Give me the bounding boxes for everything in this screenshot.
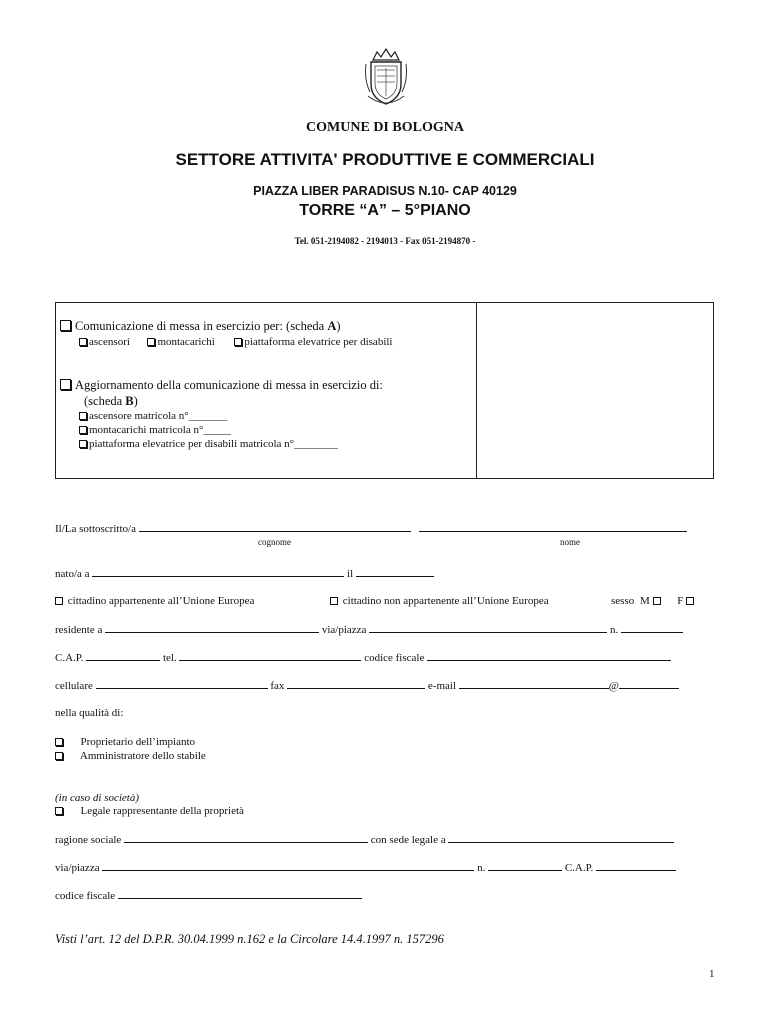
cittadino-non-ue [330, 595, 549, 607]
options-divider [476, 303, 477, 478]
b-piattaforma-checkbox[interactable] [79, 440, 87, 448]
montacarichi-checkbox[interactable] [147, 338, 155, 346]
cognome-field[interactable] [139, 522, 411, 532]
montacarichi-label: montacarichi [157, 336, 215, 348]
option-a-checkbox[interactable] [60, 320, 71, 331]
address-line: PIAZZA LIBER PARADISUS N.10- CAP 40129 [253, 184, 517, 198]
codice-fiscale2-label: codice fiscale [55, 890, 116, 902]
nato-label: nato/a a [55, 568, 90, 580]
ragione-row [55, 833, 674, 846]
option-b-title: Aggiornamento della comunicazione di messa in esercizio di: [75, 378, 383, 392]
b-ascensore-checkbox[interactable] [79, 412, 87, 420]
option-b-tag: B [125, 394, 134, 408]
legale-label: Legale rappresentante della proprietà [80, 805, 244, 817]
b-piattaforma-label: piattaforma elevatrice per disabili matricola n°________ [89, 438, 339, 450]
residente-field[interactable] [105, 623, 319, 633]
fax-field[interactable] [287, 679, 425, 689]
cap2-label: C.A.P. [564, 862, 594, 874]
codice-fiscale-label: codice fiscale [364, 652, 425, 664]
cap-label: C.A.P. [55, 652, 84, 664]
b-montacarichi-checkbox[interactable] [79, 426, 87, 434]
il-label: il [347, 568, 354, 580]
codice-fiscale2-row [55, 889, 362, 902]
nato-row [55, 567, 434, 580]
option-b-line [60, 378, 383, 393]
sede-legale-label: con sede legale a [370, 834, 446, 846]
cap-row [55, 651, 671, 664]
proprietario-option [55, 736, 195, 748]
cellulare-field[interactable] [96, 679, 268, 689]
contacts-line: Tel. 051-2194082 - 2194013 - Fax 051-2194870 - [294, 236, 476, 246]
via-label: via/piazza [321, 624, 367, 636]
residente-label: residente a [55, 624, 103, 636]
b-item-ascensore [79, 410, 227, 422]
option-a-close: ) [336, 319, 341, 333]
nome-field[interactable] [419, 522, 687, 532]
cittadino-non-ue-label: cittadino non appartenente all’Unione Europea [342, 595, 549, 607]
b-item-montacarichi [79, 424, 231, 436]
cognome-caption: cognome [258, 537, 291, 547]
via2-row [55, 861, 676, 874]
codice-fiscale2-field[interactable] [118, 889, 362, 899]
piattaforma-label: piattaforma elevatrice per disabili [244, 336, 393, 348]
option-a-title: Comunicazione di messa in esercizio per: (scheda [75, 319, 328, 333]
numero-label: n. [609, 624, 619, 636]
legale-checkbox[interactable] [55, 807, 63, 815]
via2-label: via/piazza [55, 862, 100, 874]
ascensori-label: ascensori [89, 336, 130, 348]
fax-label: fax [270, 680, 285, 692]
sesso-label: sesso [611, 595, 635, 607]
sesso-m-checkbox[interactable] [653, 597, 661, 605]
cittadino-ue-checkbox[interactable] [55, 597, 63, 605]
numero2-label: n. [477, 862, 486, 874]
amministratore-checkbox[interactable] [55, 752, 63, 760]
option-b-scheda-open: (scheda [84, 394, 126, 408]
il-field[interactable] [356, 567, 434, 577]
comune-title: COMUNE DI BOLOGNA [306, 120, 464, 135]
cittadino-ue-label: cittadino appartenente all’Unione Europea [67, 595, 255, 607]
ascensori-checkbox[interactable] [79, 338, 87, 346]
b-montacarichi-label: montacarichi matricola n°_____ [89, 424, 231, 436]
page-number: 1 [709, 968, 715, 980]
option-b-scheda [84, 394, 138, 409]
cellulare-label: cellulare [55, 680, 93, 692]
b-ascensore-label: ascensore matricola n°_______ [89, 410, 228, 422]
torre-line: TORRE “A” – 5°PIANO [299, 202, 471, 219]
proprietario-label: Proprietario dell’impianto [80, 736, 196, 748]
email-user-field[interactable] [459, 679, 609, 689]
proprietario-checkbox[interactable] [55, 738, 63, 746]
tel-field[interactable] [179, 651, 361, 661]
option-a-line [60, 319, 341, 334]
sesso-f-checkbox[interactable] [686, 597, 694, 605]
option-b-checkbox[interactable] [60, 379, 71, 390]
sesso-f-label: F [677, 595, 684, 607]
sottoscritto-label: Il/La sottoscritto/a [55, 523, 136, 535]
qualita-label: nella qualità di: [55, 707, 124, 719]
residente-row [55, 623, 683, 636]
b-item-piattaforma [79, 438, 338, 450]
cittadino-non-ue-checkbox[interactable] [330, 597, 338, 605]
visti-line: Visti l’art. 12 del D.P.R. 30.04.1999 n.162 e la Circolare 14.4.1997 n. 157296 [55, 932, 444, 946]
email-label: e-mail [427, 680, 457, 692]
coat-of-arms-logo [363, 46, 409, 108]
via2-field[interactable] [102, 861, 474, 871]
tel-label: tel. [162, 652, 177, 664]
amministratore-option [55, 750, 206, 762]
email-at: @ [608, 680, 619, 692]
amministratore-label: Amministratore dello stabile [79, 750, 206, 762]
sede-legale-field[interactable] [448, 833, 674, 843]
legale-option [55, 805, 244, 817]
option-a-tag: A [327, 319, 337, 333]
option-a-items [79, 336, 392, 348]
numero2-field[interactable] [488, 861, 562, 871]
nome-caption: nome [560, 537, 580, 547]
cittadino-ue [55, 595, 254, 607]
in-caso-societa: (in caso di società) [55, 792, 140, 804]
sesso-m-label: M [639, 595, 650, 607]
sottoscritto-row [55, 522, 687, 535]
numero-field[interactable] [621, 623, 683, 633]
sesso-row [611, 595, 696, 607]
email-domain-field[interactable] [619, 679, 679, 689]
cap2-field[interactable] [596, 861, 676, 871]
option-b-close: ) [133, 394, 138, 408]
ragione-sociale-label: ragione sociale [55, 834, 122, 846]
piattaforma-checkbox[interactable] [234, 338, 242, 346]
via-field[interactable] [369, 623, 607, 633]
cellulare-row [55, 679, 679, 692]
codice-fiscale-field[interactable] [427, 651, 671, 661]
settore-title: SETTORE ATTIVITA' PRODUTTIVE E COMMERCIALI [175, 150, 595, 169]
cap-field[interactable] [86, 651, 160, 661]
ragione-sociale-field[interactable] [124, 833, 368, 843]
nato-field[interactable] [92, 567, 344, 577]
